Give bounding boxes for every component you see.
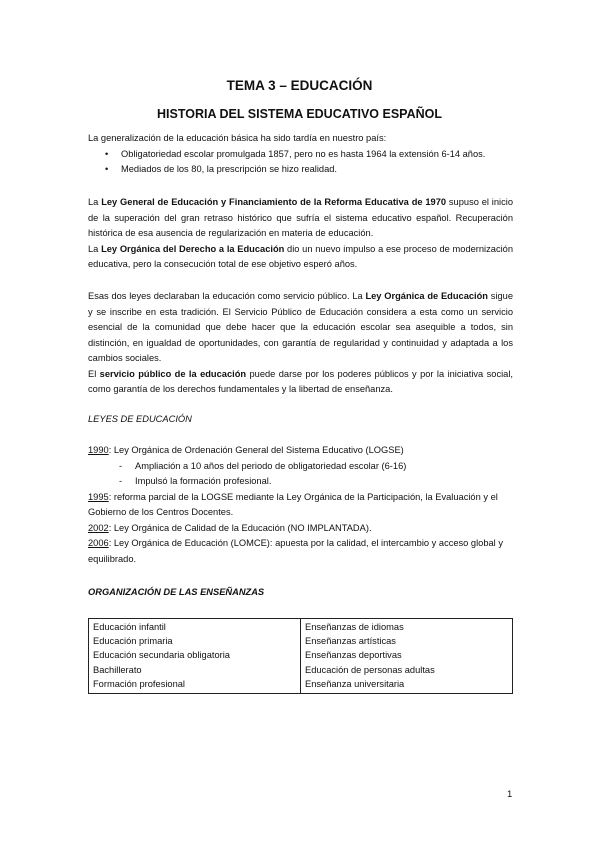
law-name-bold: Ley Orgánica del Derecho a la Educación (101, 243, 285, 254)
law-year: 1990 (88, 445, 109, 455)
list-item: Enseñanzas artísticas (305, 636, 396, 647)
law-text: : reforma parcial de la LOGSE mediante la Ley Orgánica de la Participación, la Evaluación y el Gobierno de los Centros Docentes. (88, 491, 498, 517)
intro-text: La generalización de la educación básica ha sido tardía en nuestro país: (88, 133, 387, 143)
list-item: Formación profesional (93, 678, 185, 689)
paragraph (88, 289, 513, 367)
law-entry (88, 536, 513, 567)
list-item: - Ampliación a 10 años del periodo de obligatoriedad escolar (6-16) (88, 459, 513, 475)
paragraph-public-service (88, 289, 513, 398)
paragraph (88, 367, 513, 398)
law-text: : Ley Orgánica de Educación (LOMCE): apuesta por la calidad, el intercambio y acceso global y equilibrado. (88, 538, 503, 564)
paragraph (88, 195, 513, 242)
page-number: 1 (507, 789, 513, 800)
text-run: dio un nuevo impulso a ese proceso de modernización educativa, pero la consecución total de ese objetivo esperó años. (88, 243, 513, 269)
paragraph-laws-history (88, 195, 513, 273)
organization-heading: ORGANIZACIÓN DE LAS ENSEÑANZAS (88, 587, 265, 597)
logse-points (88, 459, 513, 490)
list-item: • Mediados de los 80, la prescripción se hizo realidad. (88, 162, 513, 178)
law-text: : Ley Orgánica de Ordenación General del Sistema Educativo (LOGSE) (108, 445, 404, 455)
intro-bullet-list (88, 147, 513, 178)
list-item: Educación primaria (93, 636, 173, 647)
page-title: TEMA 3 – EDUCACIÓN (226, 78, 373, 93)
law-year: 1995 (88, 491, 109, 502)
law-year: 2002 (88, 522, 109, 533)
text-run: supuso el inicio de la superación del gran retraso histórico que sufría el sistema educativo español. Recuperación histórica de esa ausencia de regularización en materia de educación. (88, 197, 513, 238)
list-item: Enseñanza universitaria (305, 678, 405, 689)
list-item: Enseñanzas deportivas (305, 650, 402, 661)
text-run: Esas dos leyes declaraban la educación como servicio público. La (88, 291, 366, 301)
list-item: Bachillerato (93, 664, 142, 675)
table-cell-right (301, 619, 513, 694)
list-item: Educación infantil (93, 622, 166, 632)
law-year: 2006 (88, 538, 109, 548)
law-entry (88, 443, 513, 459)
paragraph (88, 242, 513, 273)
list-item: Educación de personas adultas (305, 664, 435, 675)
text-run: La (88, 243, 102, 254)
law-entry (88, 490, 513, 521)
list-item: • Obligatoriedad escolar promulgada 1857, pero no es hasta 1964 la extensión 6-14 años. (88, 147, 513, 163)
list-item: - Impulsó la formación profesional. (88, 474, 513, 490)
law-name-bold: Ley General de Educación y Financiamiento de la Reforma Educativa de 1970 (101, 197, 447, 207)
law-name-bold: Ley Orgánica de Educación (365, 291, 488, 301)
text-run: sigue y se inscribe en esta tradición. El Servicio Público de Educación considera a esta como un servicio esencial de la comunidad que debe hacer que la educación escolar sea asequible a todos, sin distinción, en igualdad de oportunidades, con garantía de regularidad y continuidad y adaptada a los cambios sociales. (88, 291, 513, 363)
laws-heading: LEYES DE EDUCACIÓN (88, 414, 192, 424)
education-types-table (88, 618, 513, 694)
text-run: puede darse por los poderes públicos y por la iniciativa social, como garantía de los derechos fundamentales y la libertad de enseñanza. (88, 368, 513, 394)
intro-section (88, 131, 513, 178)
table-row (89, 619, 513, 694)
term-bold: servicio público de la educación (99, 368, 247, 379)
text-run: La (88, 197, 102, 207)
law-text: : Ley Orgánica de Calidad de la Educación (NO IMPLANTADA). (108, 522, 372, 533)
law-entry (88, 521, 513, 537)
laws-list (88, 443, 513, 567)
list-item: Enseñanzas de idiomas (305, 622, 404, 632)
text-run: El (88, 368, 100, 379)
section-title: HISTORIA DEL SISTEMA EDUCATIVO ESPAÑOL (157, 107, 442, 121)
table-cell-left (89, 619, 301, 694)
list-item: Educación secundaria obligatoria (93, 650, 230, 661)
